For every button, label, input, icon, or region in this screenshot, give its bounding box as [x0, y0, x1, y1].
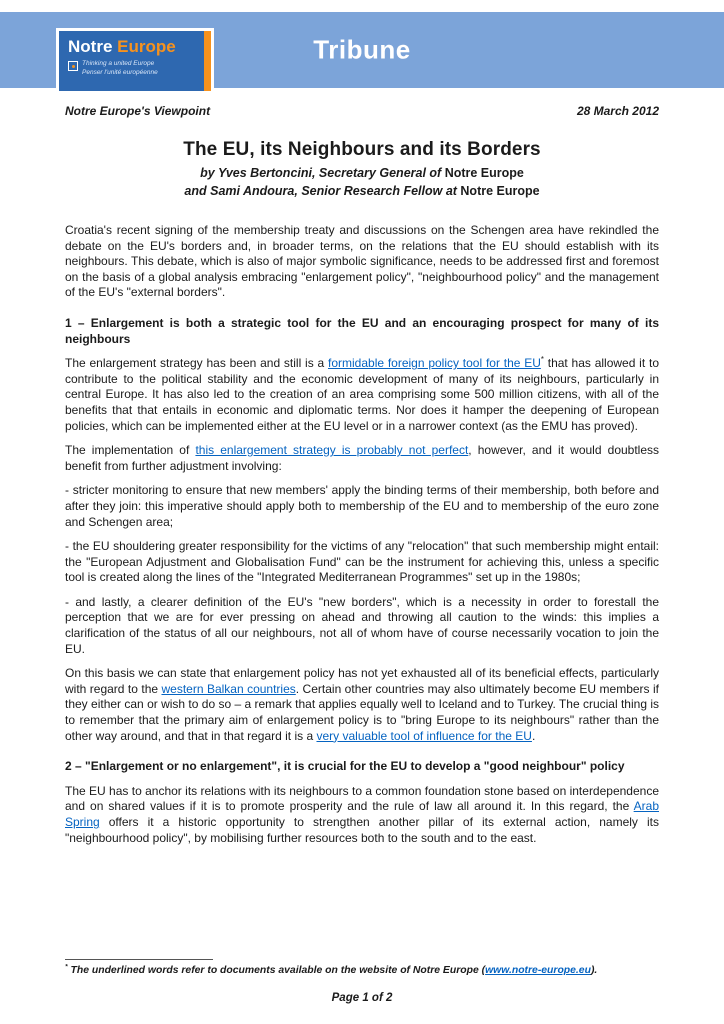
- byline-line: [65, 183, 659, 201]
- text-segment: - stricter monitoring to ensure that new members' apply the binding terms of their membership, both before and after they join: this imperative should apply both to membership of the EU and to membership of the euro zone and Schengen area;: [65, 483, 659, 529]
- body-paragraph: [65, 595, 659, 657]
- page-title: Tribune: [313, 34, 411, 65]
- notre-europe-logo: [56, 28, 214, 94]
- text-segment: offers it a historic opportunity to strengthen another pillar of its external action, namely its "neighbourhood policy", by mobilising further resources both to the south and to the east.: [65, 815, 659, 845]
- logo-text-notre: Notre: [68, 37, 113, 56]
- logo-inner: [59, 31, 211, 91]
- document-body: [65, 223, 659, 846]
- body-paragraph: [65, 539, 659, 586]
- body-paragraph: [65, 483, 659, 530]
- meta-row: [65, 104, 659, 118]
- text-segment: that has allowed it to contribute to the political stability and the economic development of many of its neighbours, particularly in central Europe. It has also led to the creation of an area comprising some 500 million citizens, with all of the benefits that that entails in economic and diplomatic terms. Nor does it hamper the deepening of European policies, which can be implemented either at the EU level or in a narrower context (as the EMU has proved).: [65, 356, 659, 433]
- text-segment: - the EU shouldering greater responsibility for the victims of any "relocation" that such membership might entail: the "European Adjustment and Globalisation Fund" can be the instrument for achieving this, unless a specific tool is created along the lines of the "Integrated Mediterranean Programmes" set up in the 1980s;: [65, 539, 659, 585]
- text-segment: Croatia's recent signing of the membership treaty and discussions on the Schengen area have rekindled the debate on the EU's borders and, in broader terms, on the relations that the EU should establish with its neighbours. This debate, which is also of major symbolic significance, needs to be addressed first and foremost on the basis of a global analysis embracing "enlargement policy", "neighbourhood policy" and the management of the EU's "external borders".: [65, 223, 659, 300]
- text-segment: - and lastly, a clearer definition of the EU's "new borders", which is a necessity in order to forestall the perception that we are for ever pressing on ahead and throwing all caution to the winds: this implies a clarification of the status of all our neighbours, not all of whom have of course necessarily vocation to join the EU.: [65, 594, 659, 656]
- section-heading: [65, 316, 659, 347]
- document-date: 28 March 2012: [576, 104, 659, 118]
- inline-link[interactable]: this enlargement strategy is probably not perfect: [195, 443, 469, 458]
- footnote-separator: [65, 959, 213, 960]
- inline-link[interactable]: formidable foreign policy tool for the EU: [328, 356, 541, 371]
- footnote: [65, 959, 659, 978]
- document-title: The EU, its Neighbours and its Borders: [183, 139, 541, 160]
- inline-link[interactable]: Arab Spring: [65, 799, 659, 829]
- logo-orange-stripe: [204, 31, 211, 91]
- text-segment: The enlargement strategy has been and still is a: [65, 356, 328, 371]
- logo-tagline-fr: Penser l'unité européenne: [82, 68, 158, 76]
- footnote-marker: *: [65, 964, 68, 972]
- logo-tagline-en: Thinking a united Europe: [82, 59, 155, 67]
- text-segment: and Sami Andoura, Senior Research Fellow at: [184, 183, 461, 198]
- text-segment: The underlined words refer to documents available on the website of: [67, 965, 413, 977]
- text-segment: , however, and it would doubtless benefit from further adjustment involving:: [65, 443, 660, 473]
- body-paragraph: [65, 784, 659, 846]
- byline: [65, 165, 659, 200]
- inline-link[interactable]: western Balkan countries: [161, 681, 296, 696]
- text-segment: . Certain other countries may also ultimately become EU members if they either can or wish to do so – a remark that applies equally well to Iceland and to Turkey. The crucial thing is to remember that the primary aim of enlargement policy is to "bring Europe to its neighbours" rather than the other way around, and that in that regard it is a: [65, 681, 659, 743]
- logo-tagline-row: [68, 60, 195, 78]
- text-segment: Notre Europe: [412, 965, 479, 977]
- inline-link[interactable]: www.notre-europe.eu: [485, 965, 591, 977]
- text-segment: 2 – "Enlargement or no enlargement", it is crucial for the EU to develop a "good neighbour" policy: [65, 759, 625, 774]
- text-segment: (: [478, 965, 486, 977]
- body-paragraph: [65, 356, 659, 434]
- body-paragraph: [65, 443, 659, 474]
- text-segment: On this basis we can state that enlargement policy has not yet exhausted all of its beneficial effects, particularly with regard to the: [65, 666, 659, 696]
- text-segment: Notre Europe: [444, 166, 524, 180]
- page-number: Page 1 of 2: [331, 992, 393, 1004]
- logo-text-europe: Europe: [112, 37, 176, 56]
- header-band: [0, 12, 724, 88]
- text-segment: 1 – Enlargement is both a strategic tool for the EU and an encouraging prospect for many of its neighbours: [65, 315, 659, 346]
- text-segment: The implementation of: [65, 443, 196, 458]
- inline-link[interactable]: very valuable tool of influence for the EU: [316, 728, 532, 743]
- section-heading: [65, 759, 659, 775]
- body-paragraph: [65, 666, 659, 744]
- byline-line: [65, 165, 659, 183]
- logo-wordmark: [68, 38, 195, 56]
- text-segment: by Yves Bertoncini, Secretary General of: [200, 166, 445, 180]
- footnote-marker: *: [540, 355, 544, 365]
- text-segment: .: [531, 728, 536, 743]
- text-segment: Notre Europe: [460, 183, 540, 198]
- text-segment: ).: [590, 965, 598, 977]
- eu-flag-icon: [68, 61, 78, 71]
- series-label: Notre Europe's Viewpoint: [65, 104, 211, 118]
- text-segment: The EU has to anchor its relations with its neighbours to a common foundation stone based on interdependence and on shared values if it is to promote prosperity and the rule of law all around it. In this regard, the: [65, 783, 659, 814]
- footnote-text: [65, 964, 659, 978]
- logo-taglines: [82, 60, 158, 78]
- body-paragraph: [65, 223, 659, 301]
